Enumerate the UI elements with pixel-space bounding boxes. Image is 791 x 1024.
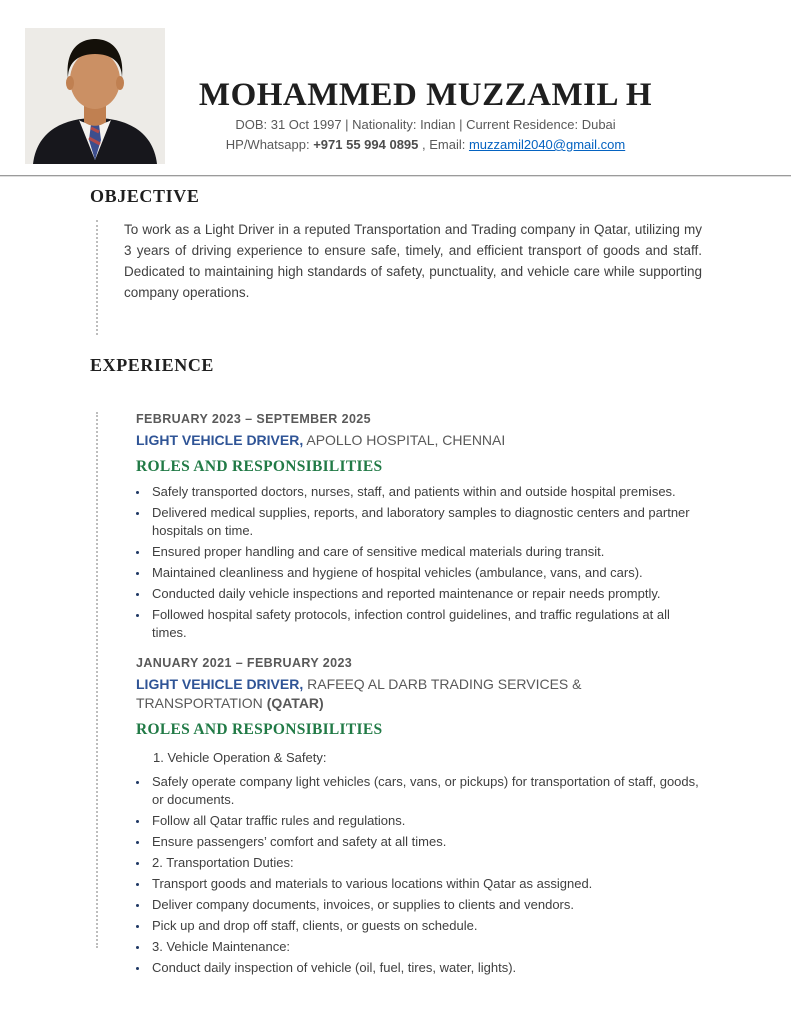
bullet-item: • Delivered medical supplies, reports, and laboratory samples to diagnostic centers and partner hospitals on time.	[149, 504, 706, 540]
candidate-name: MOHAMMED MUZZAMIL H	[198, 77, 653, 113]
job2-numbered-intro-line: 1. Vehicle Operation & Safety:	[153, 750, 327, 765]
email-label: , Email:	[418, 137, 469, 152]
objective-text: To work as a Light Driver in a reputed Transportation and Trading company in Qatar, utilizing my 3 years of driving experience to ensure safe, timely, and efficient transport of goods and staff. Dedicated to maintaining high standards of safety, punctuality, and vehicle care while supporting company operations.	[124, 222, 702, 300]
bullet-item: • 2. Transportation Duties:	[149, 854, 706, 872]
dob-nationality-residence: DOB: 31 Oct 1997 | Nationality: Indian | Current Residence: Dubai	[235, 117, 616, 132]
job2-bullet-list	[136, 773, 706, 977]
contact-phone-email-line	[120, 136, 731, 154]
job1-title: LIGHT VEHICLE DRIVER,	[136, 432, 304, 448]
experience-content	[136, 411, 706, 980]
bullet-item: • Deliver company documents, invoices, or supplies to clients and vendors.	[149, 896, 706, 914]
bullet-item: • Followed hospital safety protocols, infection control guidelines, and traffic regulations at all times.	[149, 606, 706, 642]
bullet-item: • Follow all Qatar traffic rules and regulations.	[149, 812, 706, 830]
bullet-item: • Transport goods and materials to various locations within Qatar as assigned.	[149, 875, 706, 893]
job2-roles-heading: ROLES AND RESPONSIBILITIES	[136, 721, 383, 738]
job1-dates: FEBRUARY 2023 – SEPTEMBER 2025	[136, 412, 372, 426]
bullet-item: • Maintained cleanliness and hygiene of hospital vehicles (ambulance, vans, and cars).	[149, 564, 706, 582]
job1-roles-heading: ROLES AND RESPONSIBILITIES	[136, 458, 383, 475]
job2-title: LIGHT VEHICLE DRIVER,	[136, 676, 304, 692]
bullet-item: • Ensure passengers’ comfort and safety at all times.	[149, 833, 706, 851]
experience-section-heading: EXPERIENCE	[90, 355, 215, 375]
job2-company-country: (QATAR)	[266, 695, 324, 711]
job1-title-line	[136, 431, 706, 450]
bullet-item: • Ensured proper handling and care of sensitive medical materials during transit.	[149, 543, 706, 561]
job2-title-line	[136, 675, 628, 713]
objective-section-heading: OBJECTIVE	[90, 186, 200, 206]
bullet-item: • Safely operate company light vehicles (cars, vans, or pickups) for transportation of staff, goods, or documents.	[149, 773, 706, 809]
contact-info-line	[120, 116, 731, 134]
phone-number: +971 55 994 0895	[313, 137, 419, 152]
job1-bullet-list	[136, 483, 706, 642]
job2-dates: JANUARY 2021 – FEBRUARY 2023	[136, 656, 353, 670]
experience-dotted-rule	[96, 412, 98, 948]
phone-label: HP/Whatsapp:	[225, 137, 314, 152]
bullet-item: • Conducted daily vehicle inspections and reported maintenance or repair needs promptly.	[149, 585, 706, 603]
bullet-item: • Conduct daily inspection of vehicle (oil, fuel, tires, water, lights).	[149, 959, 706, 977]
bullet-item: • Safely transported doctors, nurses, staff, and patients within and outside hospital premises.	[149, 483, 706, 501]
bullet-item: • Pick up and drop off staff, clients, or guests on schedule.	[149, 917, 706, 935]
objective-dotted-rule	[96, 220, 98, 335]
bullet-item: • 3. Vehicle Maintenance:	[149, 938, 706, 956]
email-link[interactable]: muzzamil2040@gmail.com	[468, 137, 626, 152]
header-divider	[0, 175, 791, 177]
job2-company: RAFEEQ AL DARB TRADING SERVICES & TRANSPORTATION	[136, 676, 582, 711]
header	[120, 76, 731, 154]
job1-company: APOLLO HOSPITAL, CHENNAI	[306, 432, 506, 448]
